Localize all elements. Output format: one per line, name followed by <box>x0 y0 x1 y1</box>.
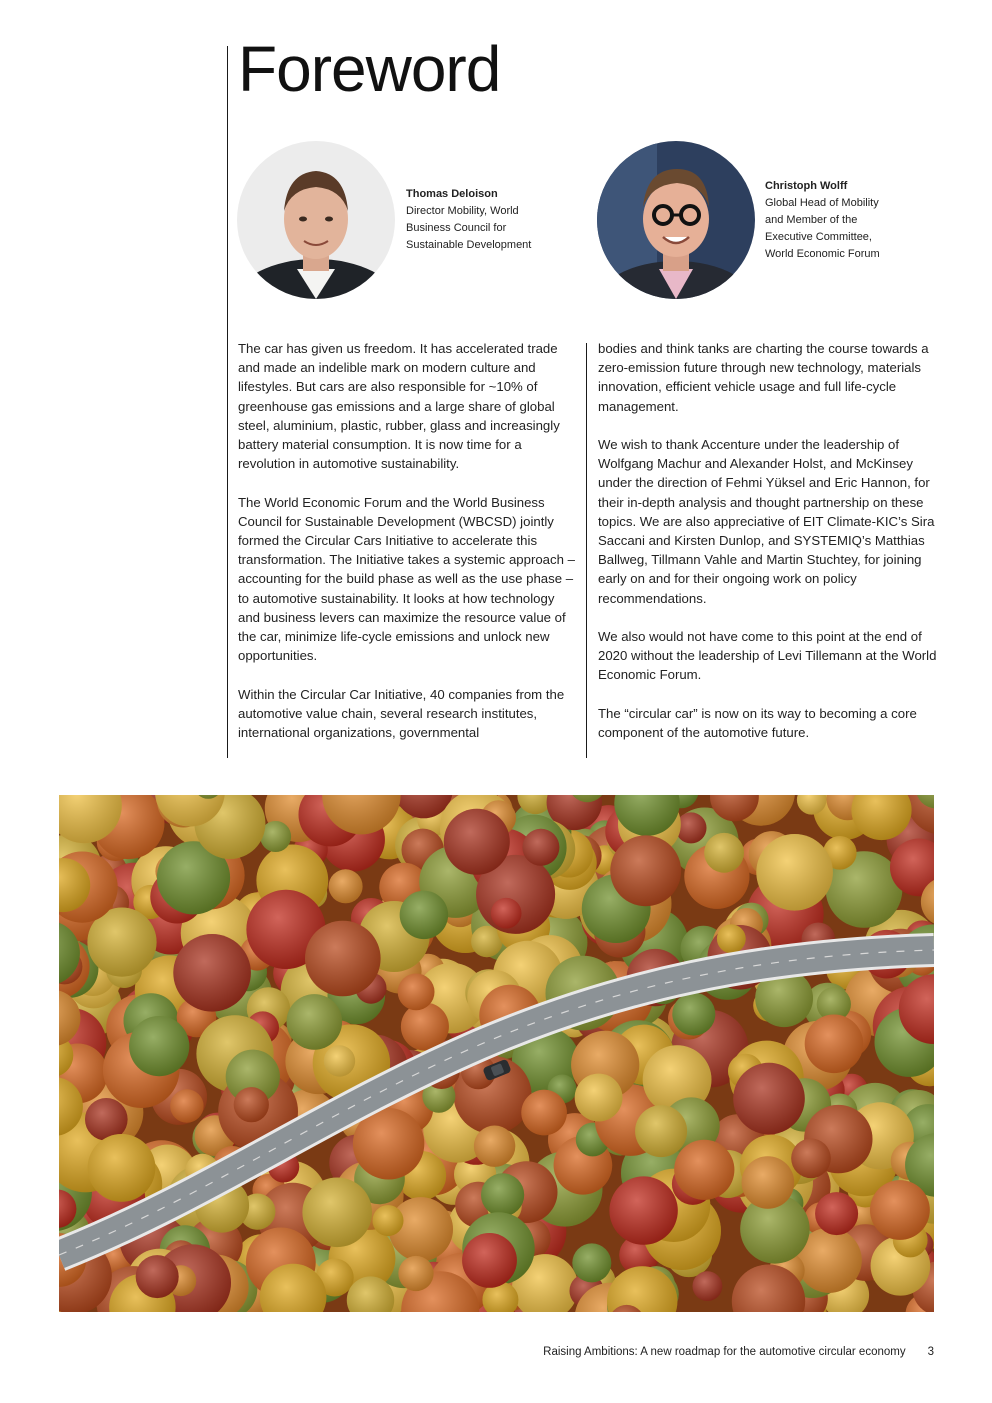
tree-canopy-shade <box>287 994 343 1050</box>
tree-canopy-shade <box>805 1015 864 1074</box>
page-number: 3 <box>927 1346 934 1358</box>
tree-canopy-shade <box>575 1074 623 1122</box>
author-role-line: Business Council for <box>406 222 507 234</box>
body-paragraph: We wish to thank Accenture under the leadership of Wolfgang Machur and Alexander Holst, and McKinsey under the direction of Fehmi Yüksel and Eric Hannon, for their in-depth analysis and thought partnership on these topics. We are also appreciative of EIT Climate-KIC’s Sira Saccani and Kirsten Dunlop, and SYSTEMIQ’s Matthias Ballweg, Tillmann Vahle and Martin Stuchtey, for joining early on and for their ongoing work on policy recommendations. <box>598 437 935 606</box>
author-role-line: World Economic Forum <box>765 248 880 260</box>
tree-canopy-shade <box>444 809 510 875</box>
tree-canopy-shade <box>717 924 746 953</box>
tree-canopy-shade <box>791 1139 831 1179</box>
tree-canopy-shade <box>733 1063 805 1135</box>
body-paragraph: bodies and think tanks are charting the course towards a zero-emission future through new technology, materials innovation, efficient vehicle usage and full life-cycle management. <box>598 341 929 414</box>
author-name: Christoph Wolff <box>765 180 848 192</box>
portrait-thomas-deloison <box>237 141 395 299</box>
tree-canopy-shade <box>521 1090 567 1136</box>
tree-canopy-shade <box>462 1233 517 1288</box>
author-role-line: Global Head of Mobility <box>765 197 879 209</box>
tree-canopy-shade <box>88 1134 156 1202</box>
body-column-left <box>238 339 578 742</box>
body-paragraph: The car has given us freedom. It has accelerated trade and made an indelible mark on modern culture and lifestyles. But cars are also responsible for ~10% of greenhouse gas emissions and a large share of global steel, aluminium, plastic, rubber, glass and increasingly battery material consumption. It is now time for a revolution in automotive sustainability. <box>238 341 560 472</box>
tree-canopy-shade <box>635 1105 687 1157</box>
portrait-christoph-wolff <box>597 141 755 299</box>
tree-canopy-shade <box>742 1156 795 1209</box>
body-paragraph: We also would not have come to this point at the end of 2020 without the leadership of Levi Tillemann at the World Economic Forum. <box>598 629 937 683</box>
page-title: Foreword <box>238 33 501 105</box>
report-title-lead: Raising Ambitions: <box>543 1346 638 1358</box>
body-column-right <box>598 339 938 742</box>
report-title-subtitle: A new roadmap for the automotive circular economy <box>637 1346 906 1358</box>
tree-canopy-shade <box>610 835 681 906</box>
tree-canopy-shade <box>398 1256 433 1291</box>
tree-canopy-shade <box>302 1178 372 1248</box>
tree-canopy-shade <box>136 1255 179 1298</box>
tree-canopy-shade <box>474 1126 515 1167</box>
column-divider-rule <box>586 343 587 758</box>
tree-canopy-shade <box>870 1180 930 1240</box>
left-margin-rule <box>227 46 228 758</box>
author-caption-2 <box>765 178 925 263</box>
author-role-line: Director Mobility, World <box>406 205 519 217</box>
author-name: Thomas Deloison <box>406 188 498 200</box>
tree-canopy-shade <box>693 1271 723 1301</box>
tree-canopy-shade <box>129 1016 189 1076</box>
tree-canopy-shade <box>170 1089 203 1122</box>
tree-canopy-shade <box>674 1140 734 1200</box>
tree-canopy-shade <box>572 1243 611 1282</box>
tree-canopy-shade <box>329 869 363 903</box>
body-paragraph: Within the Circular Car Initiative, 40 companies from the automotive value chain, several research institutes, international organizations, governmental <box>238 686 565 741</box>
tree-canopy-shade <box>234 1087 269 1122</box>
report-title <box>543 1346 905 1358</box>
author-role-line: and Member of the <box>765 214 858 226</box>
tree-canopy-shade <box>522 829 559 866</box>
tree-canopy-shade <box>704 833 744 873</box>
hero-image-forest-road <box>59 795 934 1312</box>
tree-canopy-shade <box>173 934 251 1012</box>
tree-canopy-shade <box>373 1205 404 1236</box>
tree-canopy-shade <box>491 898 522 929</box>
forest-road-illustration <box>59 795 934 1312</box>
body-paragraph: The “circular car” is now on its way to becoming a core component of the automotive future. <box>598 705 917 741</box>
page-footer <box>543 1346 934 1358</box>
tree-canopy-shade <box>305 921 381 997</box>
tree-canopy-shade <box>398 974 435 1011</box>
tree-canopy-shade <box>400 891 448 939</box>
author-role-line: Executive Committee, <box>765 231 872 243</box>
body-paragraph: The World Economic Forum and the World Business Council for Sustainable Development (WBCSD) jointly formed the Circular Cars Initiative to accelerate this transformation. The Initiative takes a systemic approach – accounting for the build phase as well as the use phase – to automotive sustainability. It looks at how technology and business levers can maximize the resource value of the car, minimize life-cycle emissions and unlock new opportunities. <box>238 494 575 664</box>
author-role-line: Sustainable Development <box>406 239 532 251</box>
tree-canopy-shade <box>672 993 715 1036</box>
tree-canopy-shade <box>815 1192 858 1235</box>
tree-canopy-shade <box>609 1176 677 1244</box>
tree-canopy-shade <box>756 834 833 911</box>
tree-canopy-shade <box>324 1045 355 1076</box>
tree-canopy-shade <box>481 1173 524 1216</box>
author-caption-1 <box>406 186 556 254</box>
